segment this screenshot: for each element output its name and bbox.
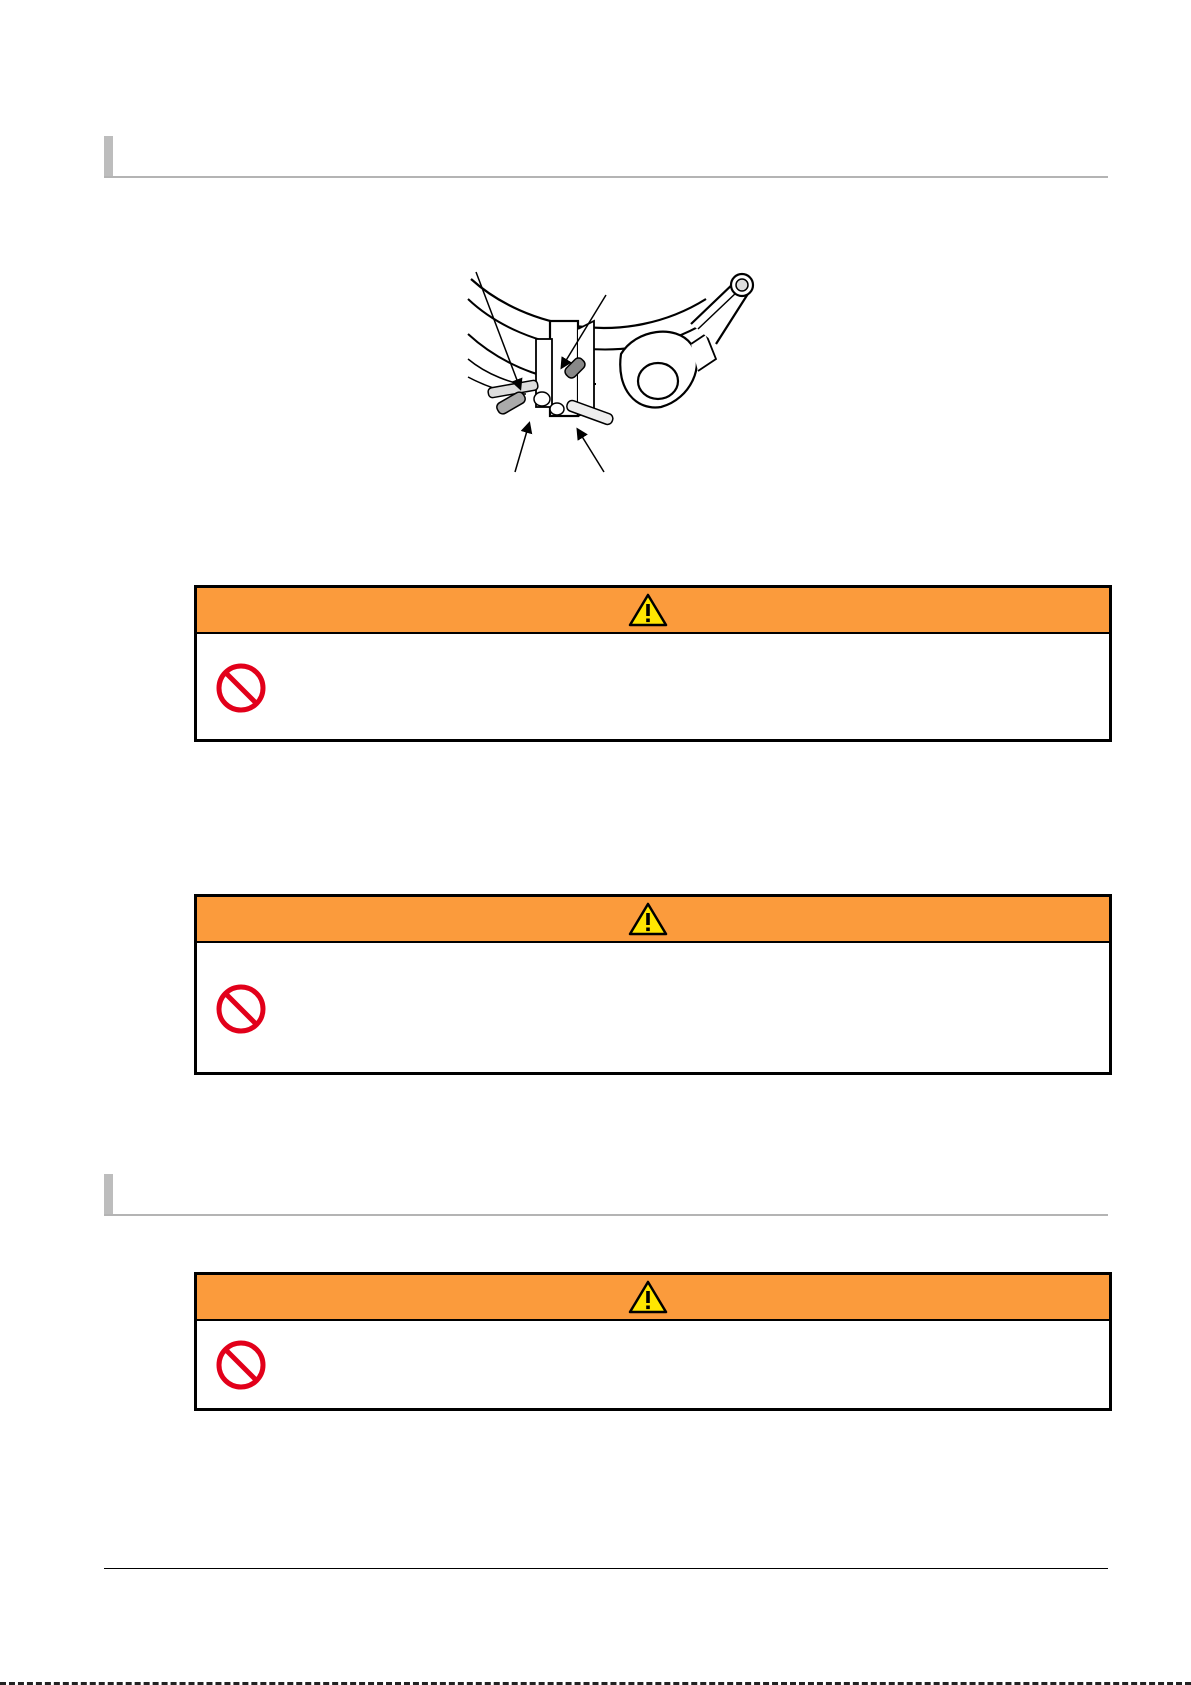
warning-header <box>197 588 1109 634</box>
warning-header <box>197 1275 1109 1321</box>
heading-accent-bar <box>104 1174 113 1214</box>
warning-triangle-icon <box>628 902 668 936</box>
warning-triangle-icon <box>628 1280 668 1314</box>
warning-body <box>197 634 1109 742</box>
section-heading-1 <box>104 136 1108 178</box>
equipment-illustration <box>466 259 756 477</box>
prohibition-icon <box>215 1339 267 1391</box>
prohibition-icon <box>215 662 267 714</box>
warning-box-1 <box>194 585 1112 742</box>
footer-rule <box>104 1568 1108 1569</box>
warning-body <box>197 1321 1109 1411</box>
warning-triangle-icon <box>628 593 668 627</box>
warning-body <box>197 943 1109 1075</box>
warning-box-2 <box>194 894 1112 1075</box>
prohibition-icon <box>215 983 267 1035</box>
equipment-drawing <box>466 259 756 477</box>
warning-header <box>197 897 1109 943</box>
section-heading-2 <box>104 1174 1108 1216</box>
warning-box-3 <box>194 1272 1112 1411</box>
heading-accent-bar <box>104 136 113 176</box>
